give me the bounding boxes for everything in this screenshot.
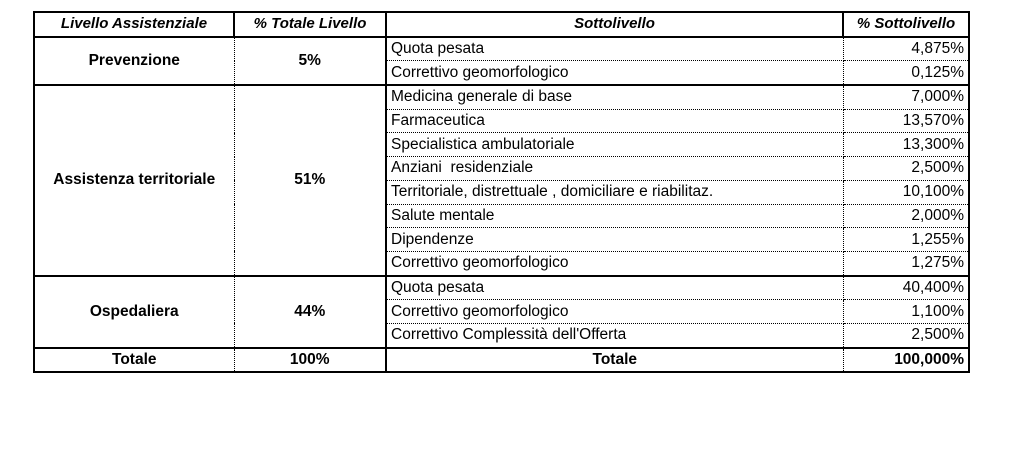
sub-label: Anziani residenziale bbox=[386, 157, 843, 181]
table-row bbox=[34, 276, 969, 300]
sub-label: Quota pesata bbox=[386, 276, 843, 300]
group-name-prevenzione: Prevenzione bbox=[34, 37, 234, 85]
header-totale-livello: % Totale Livello bbox=[234, 12, 386, 37]
header-perc-sottolivello: % Sottolivello bbox=[843, 12, 969, 37]
sub-value: 1,275% bbox=[843, 251, 969, 275]
allocation-table bbox=[33, 11, 970, 373]
sub-value: 13,300% bbox=[843, 133, 969, 157]
allocation-table-container bbox=[33, 11, 970, 373]
sub-label: Correttivo geomorfologico bbox=[386, 300, 843, 324]
table-row bbox=[34, 85, 969, 109]
sub-label: Quota pesata bbox=[386, 37, 843, 61]
group-name-assistenza-territoriale: Assistenza territoriale bbox=[34, 85, 234, 276]
sub-label: Dipendenze bbox=[386, 228, 843, 252]
sub-value: 40,400% bbox=[843, 276, 969, 300]
sub-label: Territoriale, distrettuale , domiciliare e riabilitaz. bbox=[386, 180, 843, 204]
sub-label: Correttivo Complessità dell'Offerta bbox=[386, 323, 843, 347]
sub-label: Salute mentale bbox=[386, 204, 843, 228]
sub-value: 2,000% bbox=[843, 204, 969, 228]
total-label: Totale bbox=[34, 348, 234, 373]
sub-value: 1,255% bbox=[843, 228, 969, 252]
sub-label: Correttivo geomorfologico bbox=[386, 251, 843, 275]
group-name-ospedaliera: Ospedaliera bbox=[34, 276, 234, 348]
sub-value: 10,100% bbox=[843, 180, 969, 204]
sub-label: Medicina generale di base bbox=[386, 85, 843, 109]
sub-value: 1,100% bbox=[843, 300, 969, 324]
sub-value: 7,000% bbox=[843, 85, 969, 109]
sub-label: Farmaceutica bbox=[386, 109, 843, 133]
table-row bbox=[34, 37, 969, 61]
sub-value: 2,500% bbox=[843, 323, 969, 347]
total-pct: 100% bbox=[234, 348, 386, 373]
sub-value: 0,125% bbox=[843, 61, 969, 85]
total-sub-label: Totale bbox=[386, 348, 843, 373]
header-sottolivello: Sottolivello bbox=[386, 12, 843, 37]
sub-label: Specialistica ambulatoriale bbox=[386, 133, 843, 157]
total-row bbox=[34, 348, 969, 373]
sub-value: 13,570% bbox=[843, 109, 969, 133]
group-pct-prevenzione: 5% bbox=[234, 37, 386, 85]
sub-value: 2,500% bbox=[843, 157, 969, 181]
header-livello: Livello Assistenziale bbox=[34, 12, 234, 37]
sub-label: Correttivo geomorfologico bbox=[386, 61, 843, 85]
total-sub-value: 100,000% bbox=[843, 348, 969, 373]
group-pct-ospedaliera: 44% bbox=[234, 276, 386, 348]
group-pct-assistenza-territoriale: 51% bbox=[234, 85, 386, 276]
header-row bbox=[34, 12, 969, 37]
sub-value: 4,875% bbox=[843, 37, 969, 61]
